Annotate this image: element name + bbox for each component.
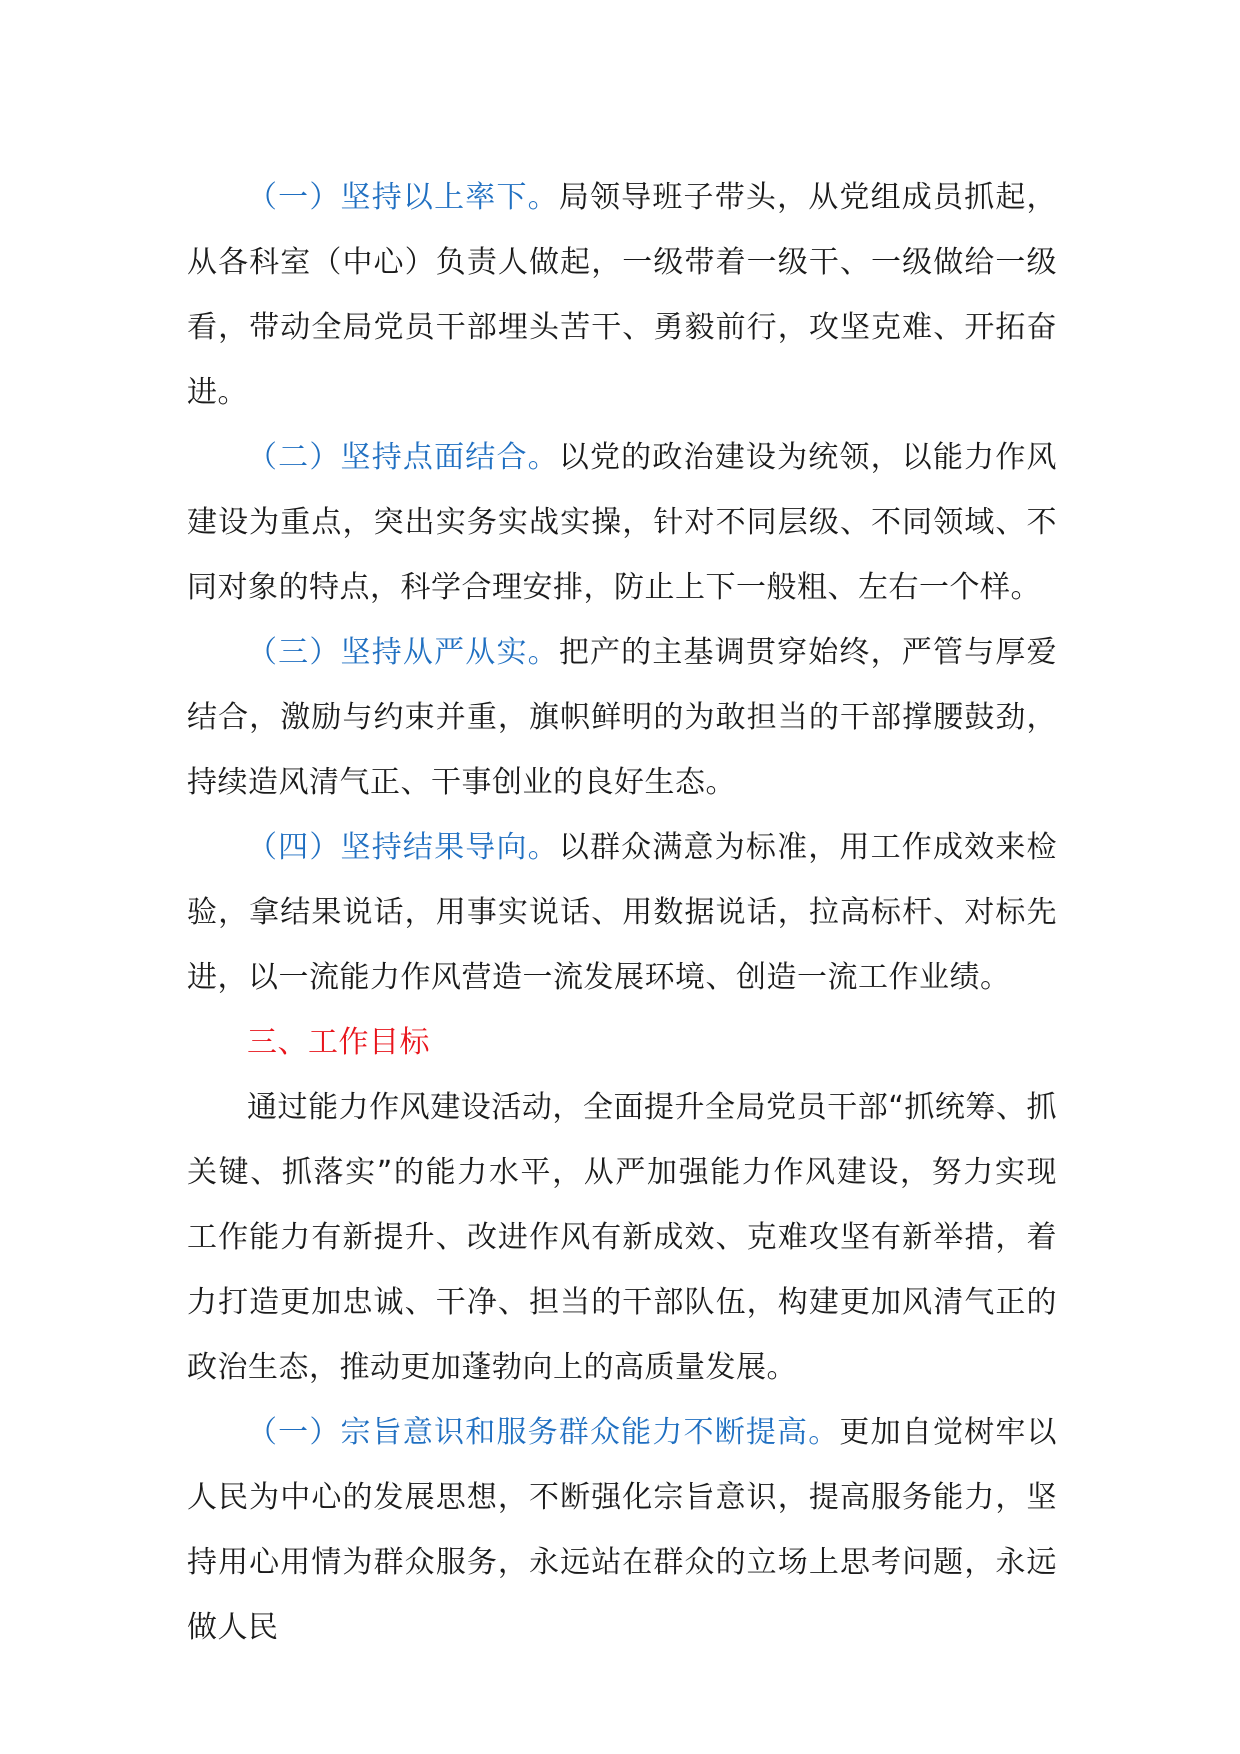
goal-lead-1: （一）宗旨意识和服务群众能力不断提高。 [247, 1415, 840, 1450]
goal-text-1: 更加自觉树牢以人民为中心的发展思想，不断强化宗旨意识，提高服务能力，坚持用心用情为群众服务，永远站在群众的立场上思考问题，永远做人民 [187, 1415, 1058, 1645]
principle-paragraph-2 [187, 425, 1057, 620]
principle-text-1: 局领导班子带头，从党组成员抓起，从各科室（中心）负责人做起，一级带着一级干、一级做给一级看，带动全局党员干部埋头苦干、勇毅前行，攻坚克难、开拓奋进。 [187, 180, 1058, 410]
principle-text-4: 以群众满意为标准，用工作成效来检验，拿结果说话，用事实说话、用数据说话，拉高标杆、对标先进，以一流能力作风营造一流发展环境、创造一流工作业绩。 [187, 830, 1058, 995]
section-intro-paragraph: 通过能力作风建设活动，全面提升全局党员干部“抓统筹、抓关键、抓落实”的能力水平，从严加强能力作风建设，努力实现工作能力有新提升、改进作风有新成效、克难攻坚有新举措，着力打造更加忠诚、干净、担当的干部队伍，构建更加风清气正的政治生态，推动更加蓬勃向上的高质量发展。 [187, 1090, 1057, 1385]
principle-text-3: 把产的主基调贯穿始终，严管与厚爱结合，激励与约束并重，旗帜鲜明的为敢担当的干部撑腰鼓劲，持续造风清气正、干事创业的良好生态。 [187, 635, 1058, 800]
principle-paragraph-4 [187, 815, 1057, 1010]
principle-lead-1: （一）坚持以上率下。 [247, 180, 559, 215]
principle-lead-3: （三）坚持从严从实。 [247, 635, 559, 670]
goal-paragraph-1 [187, 1400, 1057, 1660]
principle-text-2: 以党的政治建设为统领，以能力作风建设为重点，突出实务实战实操，针对不同层级、不同领域、不同对象的特点，科学合理安排，防止上下一般粗、左右一个样。 [187, 440, 1058, 605]
document-page [187, 165, 1057, 1660]
principle-lead-2: （二）坚持点面结合。 [247, 440, 559, 475]
principle-lead-4: （四）坚持结果导向。 [247, 830, 559, 865]
section-heading: 三、工作目标 [247, 1025, 430, 1060]
principle-paragraph-1 [187, 165, 1057, 425]
principle-paragraph-3 [187, 620, 1057, 815]
